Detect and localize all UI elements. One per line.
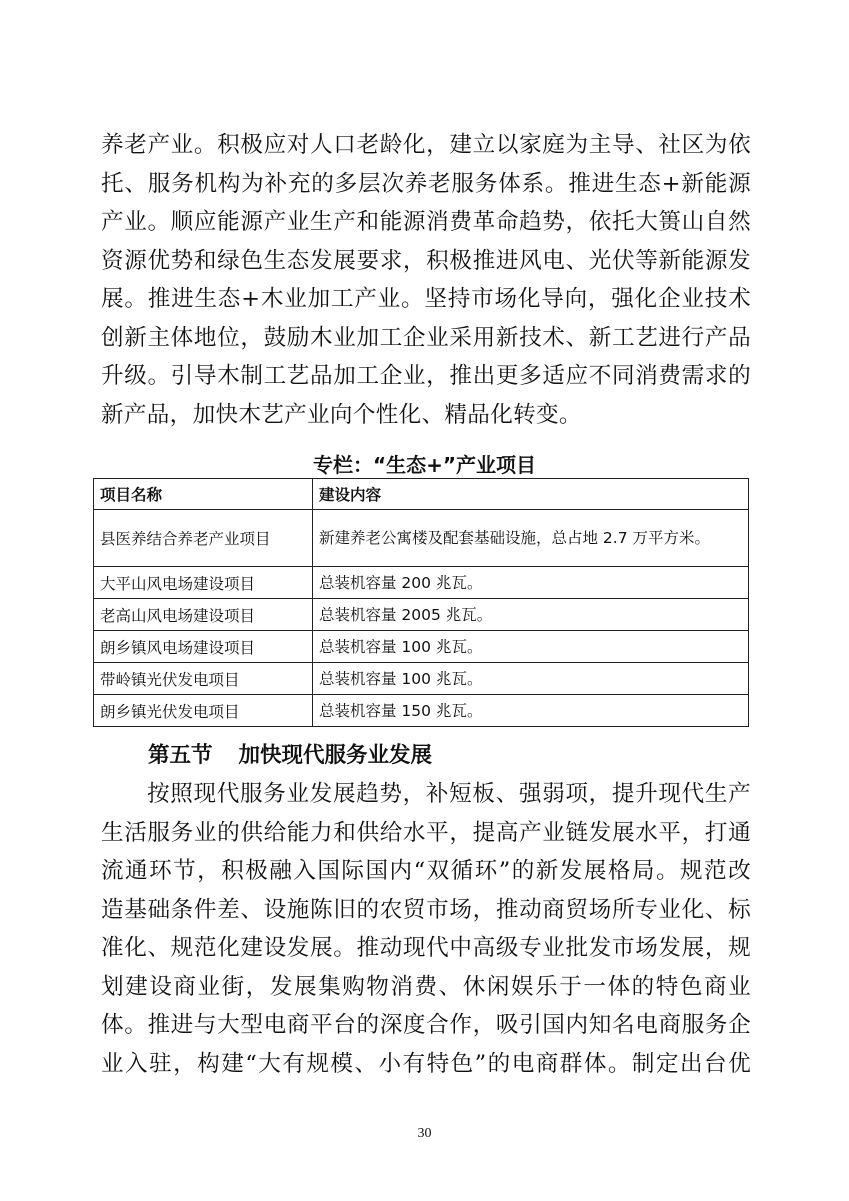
text-line: 新产品，加快木艺产业向个性化、精品化转变。 bbox=[101, 401, 582, 428]
text-line: 托、服务机构为补充的多层次养老服务体系。推进生态+新能源 bbox=[101, 170, 751, 197]
project-name-cell: 大平山风电场建设项目 bbox=[94, 567, 313, 599]
section-title-text: 加快现代服务业发展 bbox=[238, 743, 433, 768]
project-name-cell: 老高山风电场建设项目 bbox=[94, 599, 313, 631]
paragraph-intro bbox=[101, 126, 751, 434]
text-line: 资源优势和绿色生态发展要求，积极推进风电、光伏等新能源发 bbox=[101, 247, 751, 274]
table-header-row bbox=[94, 479, 749, 510]
text-line: 展。推进生态+木业加工产业。坚持市场化导向，强化企业技术 bbox=[101, 286, 751, 312]
table-row bbox=[94, 663, 749, 695]
table-row bbox=[94, 631, 749, 663]
table-row bbox=[94, 695, 749, 727]
text-line: 准化、规范化建设发展。推动现代中高级专业批发市场发展，规 bbox=[101, 935, 751, 961]
project-content-cell: 总装机容量 150 兆瓦。 bbox=[313, 695, 749, 727]
table-row bbox=[94, 510, 749, 567]
column-header-name: 项目名称 bbox=[94, 479, 313, 510]
project-content-cell: 新建养老公寓楼及配套基础设施，总占地 2.7 万平方米。 bbox=[313, 510, 749, 567]
text-line: 养老产业。积极应对人口老龄化，建立以家庭为主导、社区为依 bbox=[101, 132, 751, 158]
table-caption: 专栏：“生态+”产业项目 bbox=[312, 453, 537, 477]
section-number: 第五节 bbox=[148, 743, 213, 768]
project-content-cell: 总装机容量 100 兆瓦。 bbox=[313, 631, 749, 663]
project-name-cell: 带岭镇光伏发电项目 bbox=[94, 663, 313, 695]
project-content-cell: 总装机容量 2005 兆瓦。 bbox=[313, 599, 749, 631]
text-line: 升级。引导木制工艺品加工企业，推出更多适应不同消费需求的 bbox=[101, 363, 751, 389]
text-line: 流通环节，积极融入国际国内“双循环”的新发展格局。规范改 bbox=[101, 858, 751, 884]
text-line: 划建设商业街，发展集购物消费、休闲娱乐于一体的特色商业 bbox=[101, 973, 751, 1000]
project-name-cell: 朗乡镇光伏发电项目 bbox=[94, 695, 313, 727]
text-line: 生活服务业的供给能力和供给水平，提高产业链发展水平，打通 bbox=[101, 819, 751, 846]
table-row bbox=[94, 599, 749, 631]
text-line: 按照现代服务业发展趋势，补短板、强弱项，提升现代生产 bbox=[147, 781, 751, 807]
text-line: 体。推进与大型电商平台的深度合作，吸引国内知名电商服务企 bbox=[101, 1012, 751, 1038]
paragraph-services bbox=[101, 775, 751, 1083]
section-heading bbox=[148, 738, 432, 769]
project-name-cell: 县医养结合养老产业项目 bbox=[94, 510, 313, 567]
text-line: 造基础条件差、设施陈旧的农贸市场，推动商贸场所专业化、标 bbox=[101, 896, 751, 923]
project-content-cell: 总装机容量 200 兆瓦。 bbox=[313, 567, 749, 599]
column-header-content: 建设内容 bbox=[313, 479, 749, 510]
project-name-cell: 朗乡镇风电场建设项目 bbox=[94, 631, 313, 663]
page-number: 30 bbox=[417, 1126, 432, 1141]
table-row bbox=[94, 567, 749, 599]
project-table bbox=[93, 478, 749, 727]
text-line: 产业。顺应能源产业生产和能源消费革命趋势，依托大篑山自然 bbox=[101, 209, 751, 235]
text-line: 创新主体地位，鼓励木业加工企业采用新技术、新工艺进行产品 bbox=[101, 324, 751, 351]
text-line: 业入驻，构建“大有规模、小有特色”的电商群体。制定出台优 bbox=[101, 1050, 751, 1077]
project-content-cell: 总装机容量 100 兆瓦。 bbox=[313, 663, 749, 695]
